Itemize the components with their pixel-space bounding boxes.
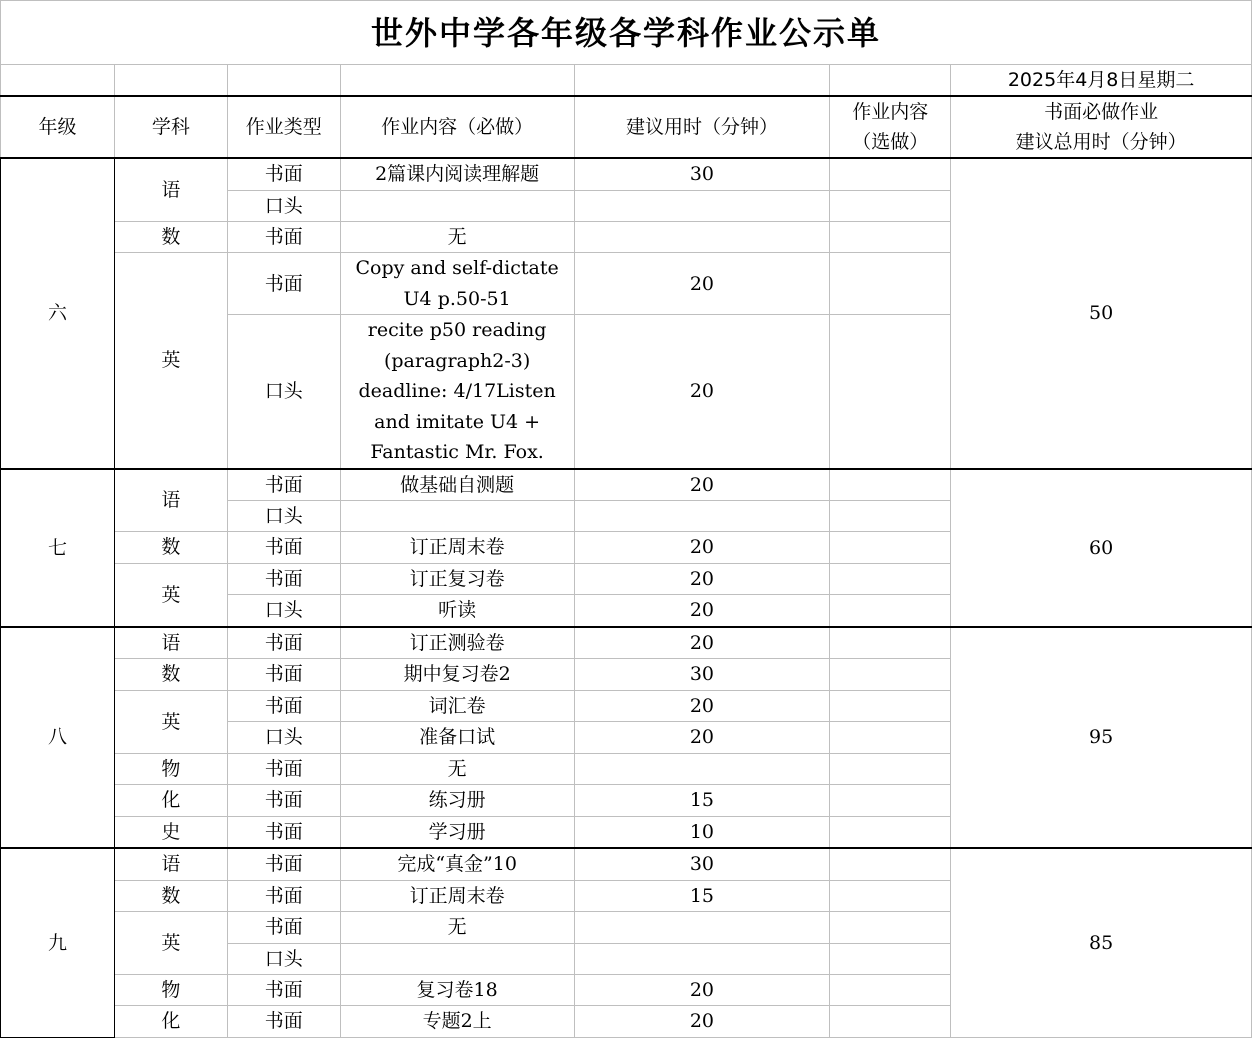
time-cell: 20 bbox=[574, 563, 830, 595]
type-cell: 书面 bbox=[227, 563, 340, 595]
table-row bbox=[1, 627, 1252, 659]
header-grade: 年级 bbox=[1, 96, 115, 158]
time-cell bbox=[574, 221, 830, 253]
type-cell: 书面 bbox=[227, 880, 340, 912]
table-row bbox=[1, 848, 1252, 880]
content-cell: 期中复习卷2 bbox=[340, 659, 574, 691]
type-cell: 书面 bbox=[227, 785, 340, 817]
header-subject: 学科 bbox=[114, 96, 227, 158]
subject-cell: 语 bbox=[114, 158, 227, 221]
type-cell: 书面 bbox=[227, 974, 340, 1006]
blank-cell bbox=[227, 65, 340, 97]
type-cell: 口头 bbox=[227, 190, 340, 221]
time-cell: 20 bbox=[574, 1006, 830, 1038]
subject-cell: 数 bbox=[114, 221, 227, 253]
time-cell bbox=[574, 943, 830, 974]
type-cell: 书面 bbox=[227, 816, 340, 848]
time-cell bbox=[574, 753, 830, 785]
content-cell: 完成“真金”10 bbox=[340, 848, 574, 880]
subject-cell: 数 bbox=[114, 659, 227, 691]
grade-cell: 七 bbox=[1, 469, 115, 627]
time-cell bbox=[574, 501, 830, 532]
type-cell: 书面 bbox=[227, 253, 340, 315]
subject-cell: 语 bbox=[114, 627, 227, 659]
header-total bbox=[951, 96, 1252, 158]
type-cell: 书面 bbox=[227, 532, 340, 564]
total-time-cell: 60 bbox=[951, 469, 1252, 627]
optional-cell bbox=[830, 880, 951, 912]
sheet-date: 2025年4月8日星期二 bbox=[951, 65, 1252, 97]
optional-cell bbox=[830, 912, 951, 944]
optional-cell bbox=[830, 221, 951, 253]
type-cell: 书面 bbox=[227, 690, 340, 722]
type-cell: 书面 bbox=[227, 221, 340, 253]
table-row bbox=[1, 469, 1252, 501]
content-cell: 复习卷18 bbox=[340, 974, 574, 1006]
time-cell: 20 bbox=[574, 595, 830, 627]
time-cell: 15 bbox=[574, 880, 830, 912]
header-total-line1: 书面必做作业 bbox=[1044, 101, 1159, 123]
subject-cell: 语 bbox=[114, 848, 227, 880]
grade-cell: 八 bbox=[1, 627, 115, 849]
subject-cell: 英 bbox=[114, 563, 227, 627]
content-cell: 学习册 bbox=[340, 816, 574, 848]
optional-cell bbox=[830, 627, 951, 659]
type-cell: 口头 bbox=[227, 315, 340, 469]
content-cell: 准备口试 bbox=[340, 722, 574, 754]
optional-cell bbox=[830, 785, 951, 817]
subject-cell: 语 bbox=[114, 469, 227, 532]
optional-cell bbox=[830, 722, 951, 754]
type-cell: 书面 bbox=[227, 158, 340, 190]
type-cell: 书面 bbox=[227, 627, 340, 659]
time-cell: 20 bbox=[574, 722, 830, 754]
subject-cell: 史 bbox=[114, 816, 227, 848]
optional-cell bbox=[830, 501, 951, 532]
time-cell: 10 bbox=[574, 816, 830, 848]
time-cell: 15 bbox=[574, 785, 830, 817]
optional-cell bbox=[830, 469, 951, 501]
content-cell: 2篇课内阅读理解题 bbox=[340, 158, 574, 190]
optional-cell bbox=[830, 816, 951, 848]
type-cell: 书面 bbox=[227, 753, 340, 785]
type-cell: 书面 bbox=[227, 659, 340, 691]
optional-cell bbox=[830, 974, 951, 1006]
optional-cell bbox=[830, 943, 951, 974]
time-cell bbox=[574, 912, 830, 944]
optional-cell bbox=[830, 190, 951, 221]
optional-cell bbox=[830, 753, 951, 785]
header-time: 建议用时（分钟） bbox=[574, 96, 830, 158]
time-cell: 20 bbox=[574, 532, 830, 564]
grade-cell: 六 bbox=[1, 158, 115, 469]
optional-cell bbox=[830, 595, 951, 627]
time-cell: 20 bbox=[574, 690, 830, 722]
optional-cell bbox=[830, 315, 951, 469]
subject-cell: 物 bbox=[114, 974, 227, 1006]
header-optional-line1: 作业内容 bbox=[852, 101, 929, 123]
content-cell: 订正测验卷 bbox=[340, 627, 574, 659]
time-cell: 30 bbox=[574, 659, 830, 691]
optional-cell bbox=[830, 848, 951, 880]
time-cell: 30 bbox=[574, 158, 830, 190]
total-time-cell: 50 bbox=[951, 158, 1252, 469]
type-cell: 书面 bbox=[227, 848, 340, 880]
sheet-title: 世外中学各年级各学科作业公示单 bbox=[1, 1, 1252, 65]
content-cell: 练习册 bbox=[340, 785, 574, 817]
blank-cell bbox=[1, 65, 115, 97]
content-cell bbox=[340, 501, 574, 532]
subject-cell: 化 bbox=[114, 785, 227, 817]
optional-cell bbox=[830, 253, 951, 315]
blank-cell bbox=[830, 65, 951, 97]
content-cell: 听读 bbox=[340, 595, 574, 627]
content-cell: recite p50 reading (paragraph2-3) deadline: 4/17Listen and imitate U4 + Fantastic Mr. Fox. bbox=[340, 315, 574, 469]
type-cell: 书面 bbox=[227, 1006, 340, 1038]
time-cell: 20 bbox=[574, 974, 830, 1006]
time-cell: 20 bbox=[574, 627, 830, 659]
blank-cell bbox=[114, 65, 227, 97]
optional-cell bbox=[830, 158, 951, 190]
content-cell: 词汇卷 bbox=[340, 690, 574, 722]
header-total-line2: 建议总用时（分钟） bbox=[1015, 131, 1187, 153]
grade-cell: 九 bbox=[1, 848, 115, 1037]
type-cell: 书面 bbox=[227, 912, 340, 944]
subject-cell: 数 bbox=[114, 880, 227, 912]
header-required: 作业内容（必做） bbox=[340, 96, 574, 158]
optional-cell bbox=[830, 659, 951, 691]
total-time-cell: 95 bbox=[951, 627, 1252, 849]
header-optional-line2: （选做） bbox=[852, 131, 929, 153]
optional-cell bbox=[830, 690, 951, 722]
table-row bbox=[1, 158, 1252, 190]
content-cell: 订正复习卷 bbox=[340, 563, 574, 595]
optional-cell bbox=[830, 563, 951, 595]
content-cell: 做基础自测题 bbox=[340, 469, 574, 501]
time-cell: 20 bbox=[574, 315, 830, 469]
type-cell: 口头 bbox=[227, 595, 340, 627]
optional-cell bbox=[830, 532, 951, 564]
subject-cell: 化 bbox=[114, 1006, 227, 1038]
content-cell: 专题2上 bbox=[340, 1006, 574, 1038]
content-cell: 无 bbox=[340, 753, 574, 785]
header-optional bbox=[830, 96, 951, 158]
type-cell: 书面 bbox=[227, 469, 340, 501]
content-cell: 无 bbox=[340, 912, 574, 944]
content-cell bbox=[340, 943, 574, 974]
subject-cell: 物 bbox=[114, 753, 227, 785]
type-cell: 口头 bbox=[227, 501, 340, 532]
optional-cell bbox=[830, 1006, 951, 1038]
subject-cell: 英 bbox=[114, 253, 227, 469]
subject-cell: 英 bbox=[114, 690, 227, 753]
content-cell bbox=[340, 190, 574, 221]
type-cell: 口头 bbox=[227, 943, 340, 974]
subject-cell: 数 bbox=[114, 532, 227, 564]
blank-cell bbox=[340, 65, 574, 97]
content-cell: 订正周末卷 bbox=[340, 532, 574, 564]
content-cell: 订正周末卷 bbox=[340, 880, 574, 912]
blank-cell bbox=[574, 65, 830, 97]
content-cell: Copy and self-dictate U4 p.50-51 bbox=[340, 253, 574, 315]
total-time-cell: 85 bbox=[951, 848, 1252, 1037]
time-cell: 20 bbox=[574, 253, 830, 315]
time-cell bbox=[574, 190, 830, 221]
type-cell: 口头 bbox=[227, 722, 340, 754]
time-cell: 20 bbox=[574, 469, 830, 501]
content-cell: 无 bbox=[340, 221, 574, 253]
time-cell: 30 bbox=[574, 848, 830, 880]
subject-cell: 英 bbox=[114, 912, 227, 975]
header-type: 作业类型 bbox=[227, 96, 340, 158]
